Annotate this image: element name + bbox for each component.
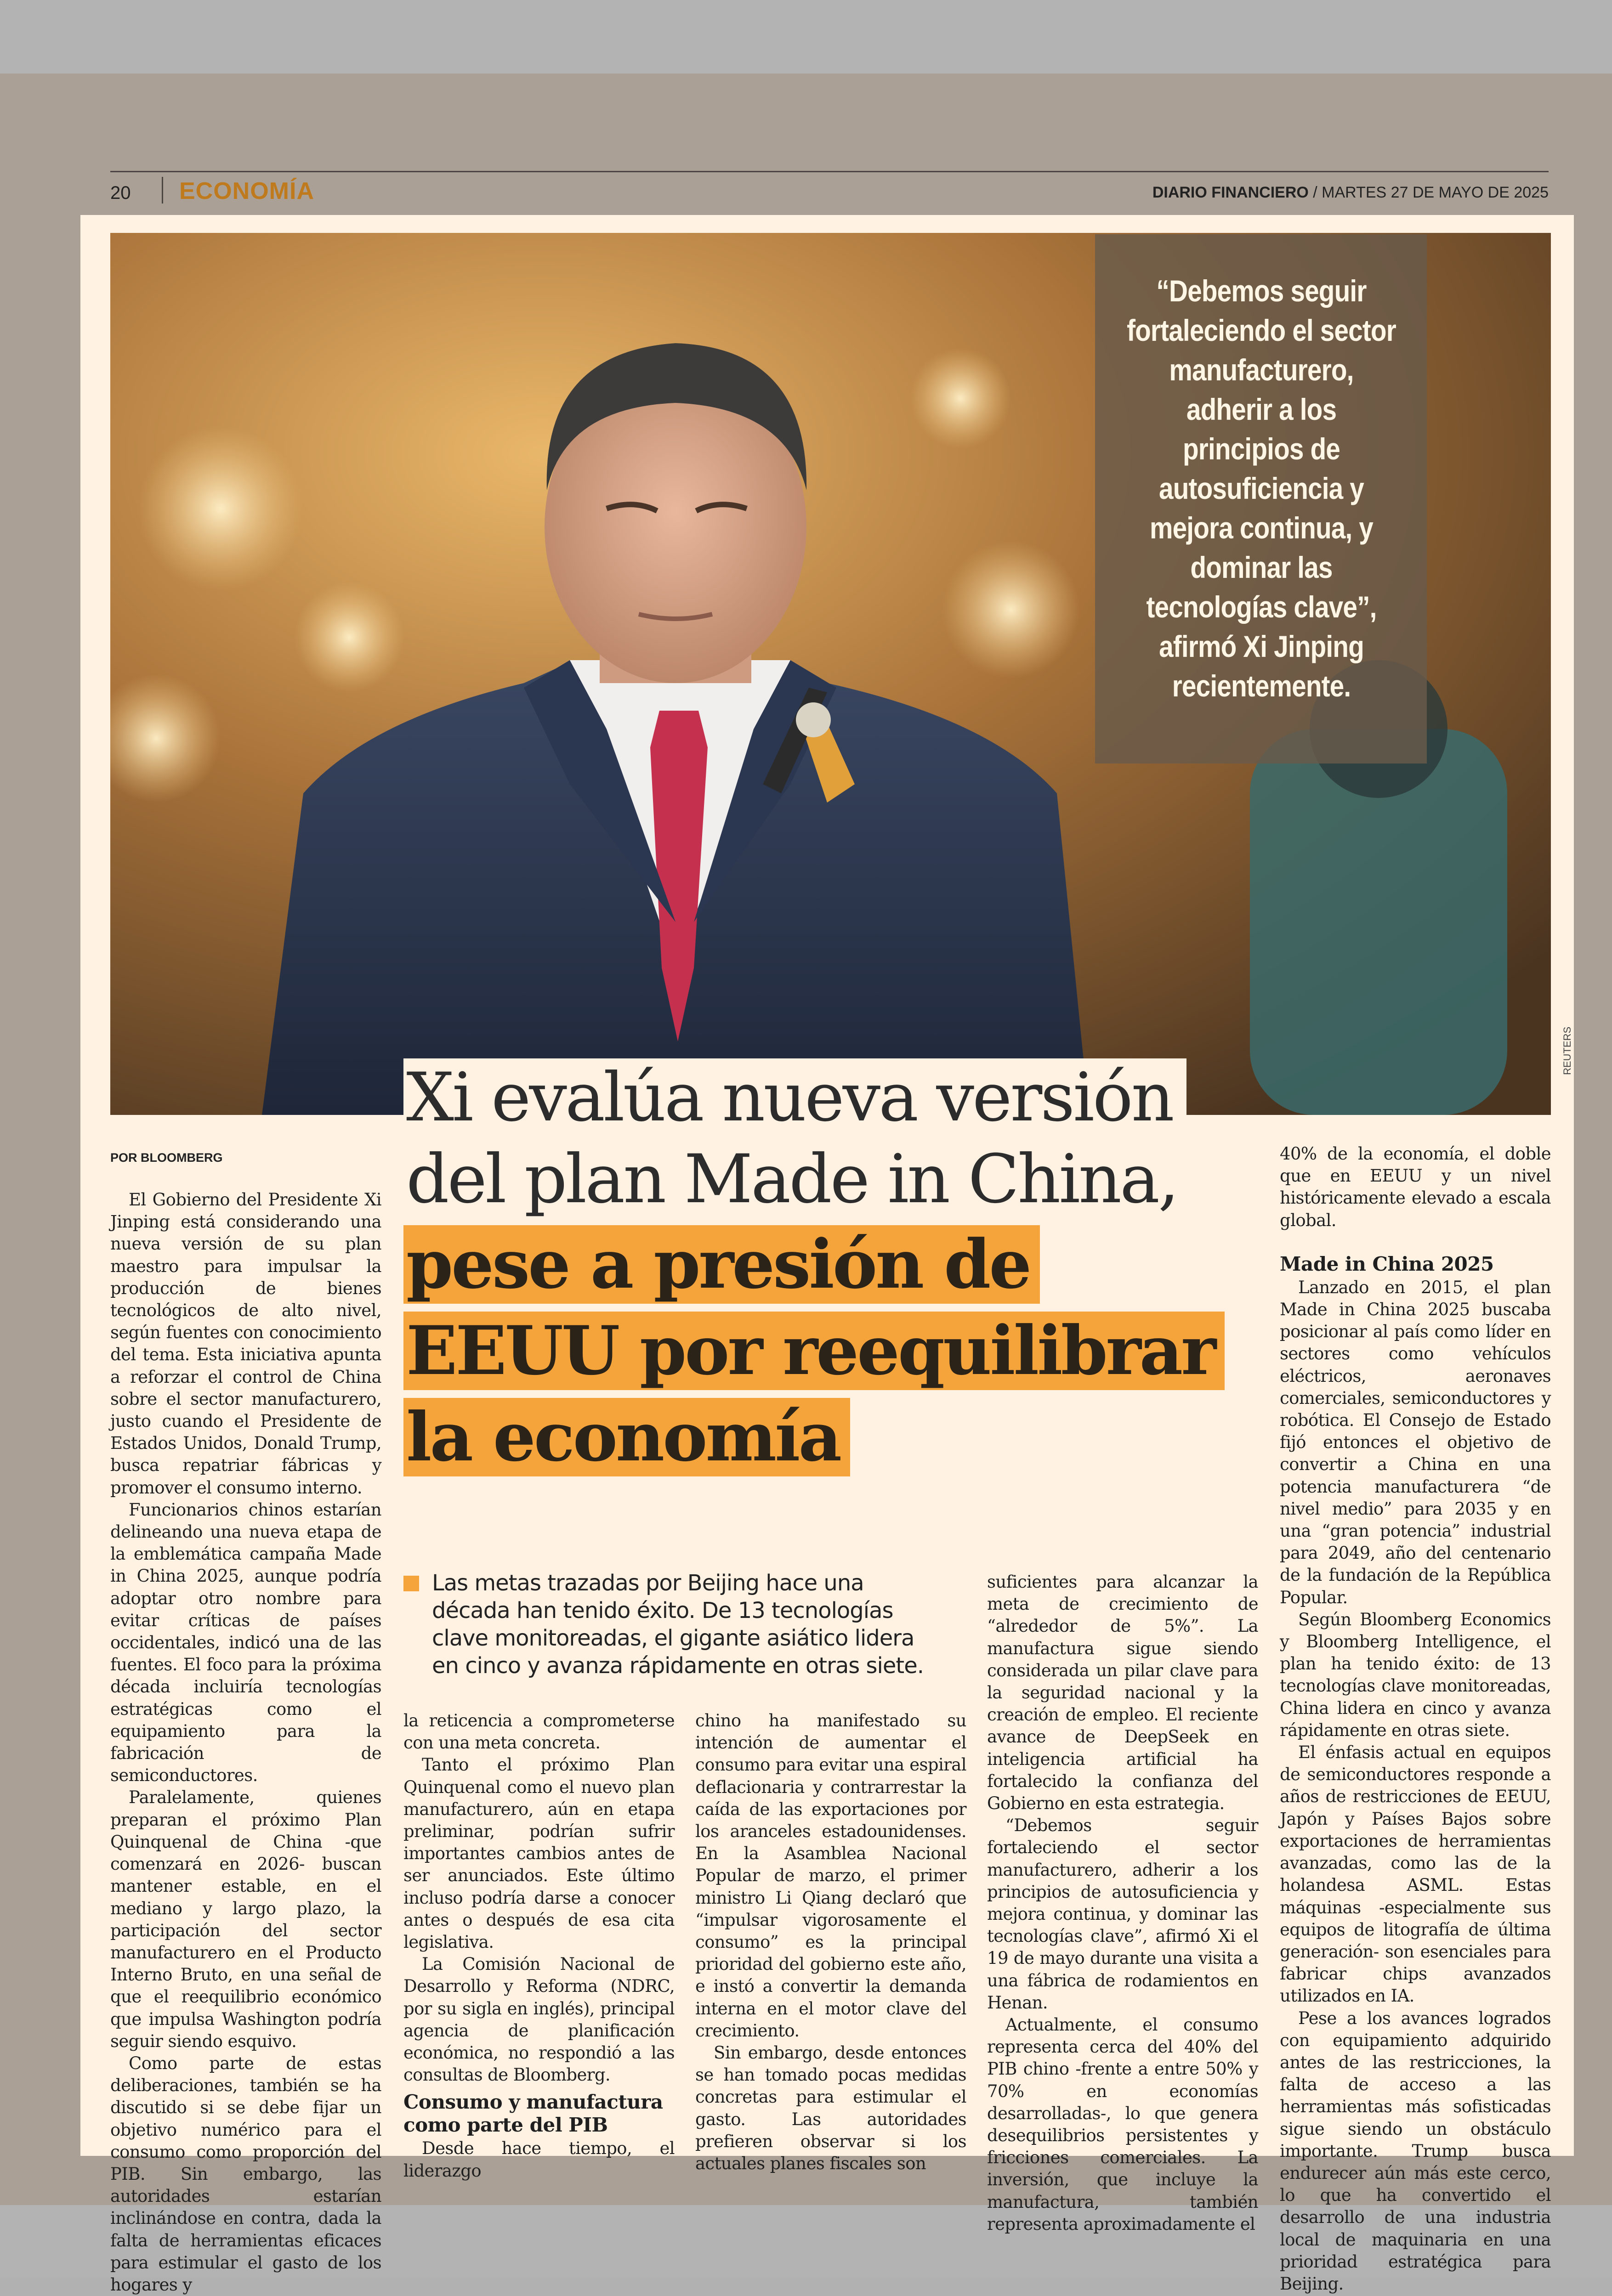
- photo-credit: REUTERS: [1561, 1026, 1573, 1075]
- article-column-5: [1280, 1143, 1551, 2295]
- paragraph: chino ha manifestado su intención de aumentar el consumo para evitar una espiral deflacionaria y contrarrestar la caída de las exportaciones por los aranceles estadounidenses. En la Asamblea Nacional Popular de marzo, el primer ministro Li Qiang declaró que “impulsar vigorosamente el consumo” es la principal prioridad del gobierno este año, e instó a convertir la demanda interna en el motor clave del crecimiento.: [695, 1711, 966, 2041]
- paragraph: Paralelamente, quienes preparan el próximo Plan Quinquenal de China -que comenzará en 2026- buscan mantener estable, en el mediano y largo plazo, la participación del sector manufacturero en el Producto Interno Bruto, en una señal de que el reequilibrio económico que impulsa Washington podría seguir siendo esquivo.: [110, 1787, 381, 2051]
- header-divider: [162, 177, 163, 204]
- paragraph: El énfasis actual en equipos de semiconductores responde a años de restricciones de EEUU, Japón y Países Bajos sobre exportaciones de herramientas avanzadas, como las de la holandesa ASML. Estas máquinas -especialmente sus equipos de litografía de última generación- son esenciales para fabricar chips avanzados utilizados en IA.: [1280, 1742, 1551, 2006]
- article-column-3: [695, 1710, 966, 2175]
- headline: [403, 1057, 1277, 1479]
- paragraph: El Gobierno del Presidente Xi Jinping está considerando una nueva versión de su plan maestro para impulsar la producción de bienes tecnológicos de alto nivel, según fuentes con conocimiento del tema. Esta iniciativa apunta a reforzar el control de China sobre el sector manufacturero, justo cuando el Presidente de Estados Unidos, Donald Trump, busca repatriar fábricas y promover el consumo interno.: [110, 1190, 381, 1498]
- paragraph: suficientes para alcanzar la meta de crecimiento de “alrededor de 5%”. La manufactura sigue siendo considerada un pilar clave para la seguridad nacional y la creación de empleo. El reciente avance de DeepSeek en inteligencia artificial ha fortalecido la confianza del Gobierno en esta estrategia.: [987, 1572, 1258, 1814]
- photo-quote: “Debemos seguir fortaleciendo el sector manufacturero, adherir a los principios de autosuficiencia y mejora continua, y dominar las tecnologías clave”, afirmó Xi Jinping recientemente.: [1127, 274, 1396, 703]
- paragraph: la reticencia a comprometerse con una meta concreta.: [403, 1711, 675, 1753]
- article-column-1: [110, 1189, 381, 2296]
- section-label: ECONOMÍA: [179, 178, 314, 204]
- headline-bold-line-3: la economía: [403, 1396, 1277, 1479]
- headline-bold-line-2: EEUU por reequilibrar: [403, 1309, 1277, 1393]
- subheading-consumo: Consumo y manufactura como parte del PIB: [403, 2091, 663, 2137]
- paragraph: 40% de la economía, el doble que en EEUU y un nivel históricamente elevado a escala global.: [1280, 1144, 1551, 1230]
- headline-light-line-2: del plan Made in China,: [403, 1138, 1277, 1220]
- pull-quote-marker: [403, 1576, 419, 1591]
- pull-quote-text: Las metas trazadas por Beijing hace una década han tenido éxito. De 13 tecnologías clave monitoreadas, el gigante asiático lidera en cinco y avanza rápidamente en otras siete.: [432, 1570, 924, 1679]
- subheading-made-in-china: Made in China 2025: [1280, 1252, 1494, 1275]
- paragraph: Actualmente, el consumo representa cerca del 40% del PIB chino -frente a entre 50% y 70% en economías desarrolladas-, lo que genera desequilibrios persistentes y fricciones comerciales. La inversión, que incluye la manufactura, también representa aproximadamente el: [987, 2015, 1258, 2234]
- headline-bold-line-1: pese a presión de: [403, 1223, 1277, 1306]
- publication-name: DIARIO FINANCIERO: [1152, 184, 1309, 201]
- page-number: 20: [110, 183, 131, 203]
- paragraph: Como parte de estas deliberaciones, también se ha discutido si se debe fijar un objetivo numérico para el consumo como proporción del PIB. Sin embargo, las autoridades estarían inclinándose en contra, dada la falta de herramientas eficaces para estimular el gasto de los hogares y: [110, 2053, 381, 2295]
- masthead: [1152, 184, 1549, 202]
- article-column-2: [403, 1710, 675, 2182]
- paragraph: Según Bloomberg Economics y Bloomberg Intelligence, el plan ha tenido éxito: de 13 tecnologías clave monitoreadas, China lidera en cinco y avanza rápidamente en otras siete.: [1280, 1609, 1551, 1740]
- paragraph: “Debemos seguir fortaleciendo el sector manufacturero, adherir a los principios de autosuficiencia y mejora continua, y dominar las tecnologías clave”, afirmó Xi el 19 de mayo durante una visita a una fábrica de rodamientos en Henan.: [987, 1815, 1258, 2013]
- paragraph: Pese a los avances logrados con equipamiento adquirido antes de las restricciones, la falta de acceso a las herramientas más sofisticadas sigue siendo un obstáculo importante. Trump busca endurecer aún más este cerco, lo que ha convertido el desarrollo de una industria local de maquinaria en una prioridad estratégica para Beijing.: [1280, 2008, 1551, 2294]
- viewer-top-bar: [0, 0, 1612, 74]
- paragraph: Sin embargo, desde entonces se han tomado pocas medidas concretas para estimular el gasto. Las autoridades prefieren observar si los actuales planes fiscales son: [695, 2043, 966, 2174]
- paragraph: Funcionarios chinos estarían delineando una nueva etapa de la emblemática campaña Made in China 2025, aunque podría adoptar otro nombre para evitar críticas de países occidentales, indicó una de las fuentes. El foco para la próxima década incluiría tecnologías estratégicas como el equipamiento para la fabricación de semiconductores.: [110, 1499, 381, 1786]
- paragraph: Lanzado en 2015, el plan Made in China 2025 buscaba posicionar al país como líder en sectores como vehículos eléctricos, aeronaves comerciales, semiconductores y robótica. El Consejo de Estado fijó entonces el objetivo de convertir a China en una potencia manufacturera “de nivel medio” para 2035 y en una “gran potencia” industrial para 2049, año del centenario de la fundación de la República Popular.: [1280, 1277, 1551, 1607]
- byline: POR BLOOMBERG: [110, 1151, 223, 1165]
- header-rule: [110, 171, 1549, 172]
- paragraph: Tanto el próximo Plan Quinquenal como el nuevo plan manufacturero, aún en etapa preliminar, podrían sufrir importantes cambios antes de ser anunciados. Este último incluso podría darse a conocer antes o después de esa cita legislativa.: [403, 1755, 675, 1952]
- article-column-4: [987, 1571, 1258, 2235]
- headline-light-line-1: Xi evalúa nueva versión: [403, 1057, 1277, 1138]
- paragraph: Desde hace tiempo, el liderazgo: [403, 2138, 675, 2181]
- paragraph: La Comisión Nacional de Desarrollo y Reforma (NDRC, por su sigla en inglés), principal agencia de planificación económica, no respondió a las consultas de Bloomberg.: [403, 1954, 675, 2085]
- publication-date: / MARTES 27 DE MAYO DE 2025: [1313, 184, 1549, 201]
